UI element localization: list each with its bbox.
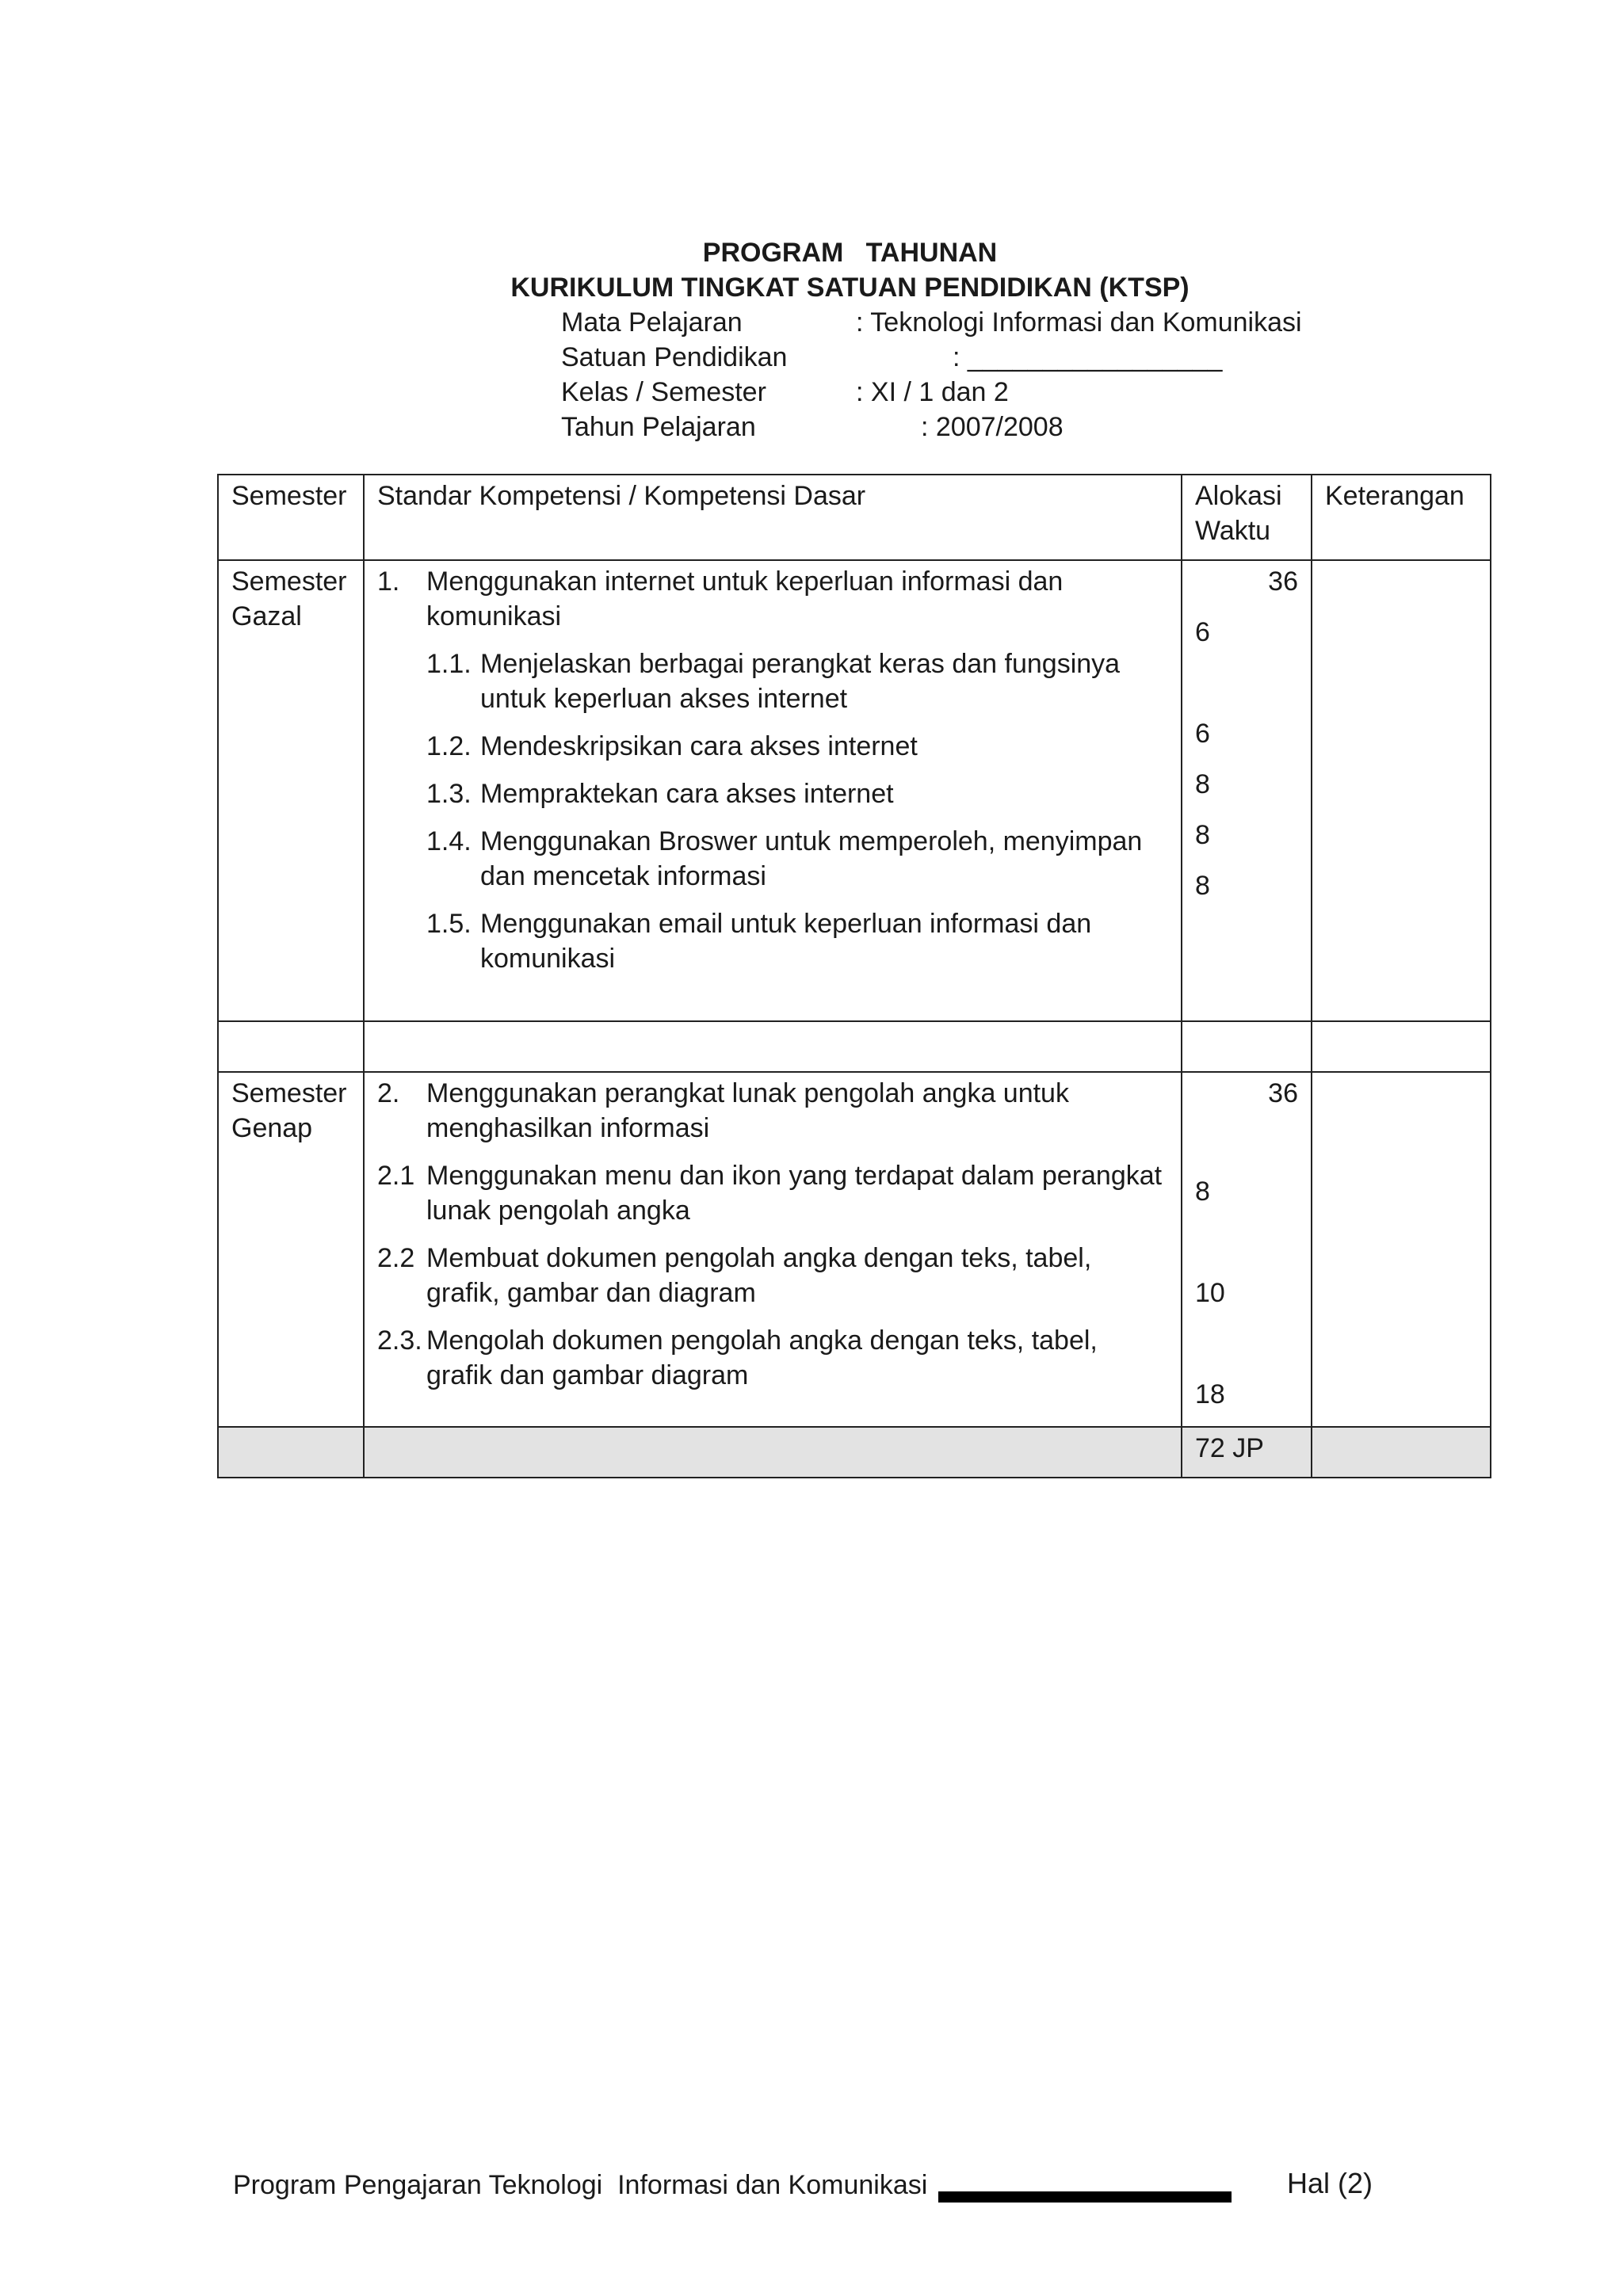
kompetensi-dasar [377, 824, 1168, 894]
semester-line1: Semester [231, 1078, 347, 1108]
kd-text: Mempraktekan cara akses internet [480, 779, 894, 809]
kd-waktu: 8 [1195, 769, 1210, 799]
kd-waktu: 10 [1195, 1278, 1225, 1308]
kd-waktu: 8 [1195, 820, 1210, 850]
kompetensi-dasar [377, 729, 1168, 764]
header-alokasi-line2: Waktu [1195, 516, 1271, 546]
empty-cell [1312, 1427, 1491, 1478]
kd-text: Menggunakan Broswer untuk memperoleh, menyimpan dan mencetak informasi [480, 826, 1143, 891]
kd-number: 1.3. [426, 779, 472, 809]
header-alokasi-line1: Alokasi [1195, 481, 1282, 511]
kompetensi-dasar [377, 776, 1168, 811]
semester-line2: Genap [231, 1113, 313, 1143]
sk-total-waktu: 36 [1268, 566, 1298, 597]
empty-cell [364, 1021, 1182, 1072]
kd-text: Membuat dokumen pengolah angka dengan teks, tabel, grafik, gambar dan diagram [426, 1243, 1092, 1308]
table-row-semester-gazal [218, 560, 1491, 1021]
cell-semester [218, 560, 364, 1021]
empty-cell [364, 1427, 1182, 1478]
kompetensi-dasar [377, 906, 1168, 976]
sk-text: Menggunakan perangkat lunak pengolah angka untuk menghasilkan informasi [426, 1078, 1069, 1143]
page-title: PROGRAM TAHUNAN [702, 238, 998, 268]
waktu-list [1195, 599, 1298, 916]
kd-number: 1.4. [426, 826, 472, 856]
page-subtitle: KURIKULUM TINGKAT SATUAN PENDIDIKAN (KTSP) [510, 273, 1190, 303]
sk-text: Menggunakan internet untuk keperluan informasi dan komunikasi [426, 566, 1064, 631]
kd-waktu: 6 [1195, 719, 1210, 749]
footer-bar [938, 2191, 1232, 2203]
kd-waktu: 8 [1195, 871, 1210, 901]
cell-alokasi [1182, 1072, 1312, 1427]
kd-text: Menggunakan email untuk keperluan informasi dan komunikasi [480, 909, 1092, 974]
kompetensi-dasar [377, 646, 1168, 716]
kd-waktu: 6 [1195, 617, 1210, 647]
page-number: Hal (2) [1287, 2167, 1373, 2199]
table-row-total [218, 1427, 1491, 1478]
empty-cell [218, 1021, 364, 1072]
semester-line1: Semester [231, 566, 347, 597]
sk-total-waktu: 36 [1268, 1078, 1298, 1108]
empty-cell [1182, 1021, 1312, 1072]
kd-text: Menjelaskan berbagai perangkat keras dan fungsinya untuk keperluan akses internet [480, 649, 1121, 714]
sk-number: 1. [377, 566, 400, 597]
grand-total: 72 JP [1182, 1427, 1312, 1478]
empty-cell [218, 1427, 364, 1478]
semester-line2: Gazal [231, 601, 302, 631]
waktu-list [1195, 1111, 1298, 1412]
kd-number: 2.3. [377, 1325, 422, 1356]
header-sk-kd: Standar Kompetensi / Kompetensi Dasar [364, 475, 1182, 560]
table-row-semester-genap [218, 1072, 1491, 1427]
meta-value: : XI / 1 dan 2 [856, 377, 1009, 407]
kompetensi-dasar [377, 1323, 1168, 1393]
kd-waktu: 8 [1195, 1177, 1210, 1207]
kd-number: 1.1. [426, 649, 472, 679]
program-table [217, 474, 1491, 1478]
kd-number: 1.2. [426, 731, 472, 761]
sk-number: 2. [377, 1078, 400, 1108]
meta-value: : Teknologi Informasi dan Komunikasi [856, 307, 1302, 338]
header-keterangan: Keterangan [1312, 475, 1491, 560]
kd-text: Menggunakan menu dan ikon yang terdapat dalam perangkat lunak pengolah angka [426, 1161, 1163, 1226]
meta-label: Satuan Pendidikan [561, 342, 788, 372]
meta-label: Mata Pelajaran [561, 307, 743, 338]
cell-sk-kd [364, 1072, 1182, 1427]
table-row-spacer [218, 1021, 1491, 1072]
empty-cell [1312, 1021, 1491, 1072]
header-semester: Semester [218, 475, 364, 560]
footer-text: Program Pengajaran Teknologi Informasi dan Komunikasi [233, 2170, 928, 2200]
cell-sk-kd [364, 560, 1182, 1021]
kompetensi-dasar [377, 1158, 1168, 1228]
kompetensi-dasar [377, 1241, 1168, 1310]
meta-label: Tahun Pelajaran [561, 412, 756, 442]
cell-alokasi [1182, 560, 1312, 1021]
header-alokasi [1182, 475, 1312, 560]
kd-waktu: 18 [1195, 1379, 1225, 1409]
cell-semester [218, 1072, 364, 1427]
cell-keterangan [1312, 1072, 1491, 1427]
meta-value: : _________________ [953, 342, 1223, 372]
standar-kompetensi [377, 564, 1168, 634]
kd-text: Mendeskripsikan cara akses internet [480, 731, 918, 761]
cell-keterangan [1312, 560, 1491, 1021]
meta-value: : 2007/2008 [921, 412, 1064, 442]
table-header-row [218, 475, 1491, 560]
meta-label: Kelas / Semester [561, 377, 766, 407]
kd-number: 2.1 [377, 1161, 415, 1191]
standar-kompetensi [377, 1076, 1168, 1146]
kd-number: 1.5. [426, 909, 472, 939]
kd-text: Mengolah dokumen pengolah angka dengan teks, tabel, grafik dan gambar diagram [426, 1325, 1098, 1390]
kd-number: 2.2 [377, 1243, 415, 1273]
